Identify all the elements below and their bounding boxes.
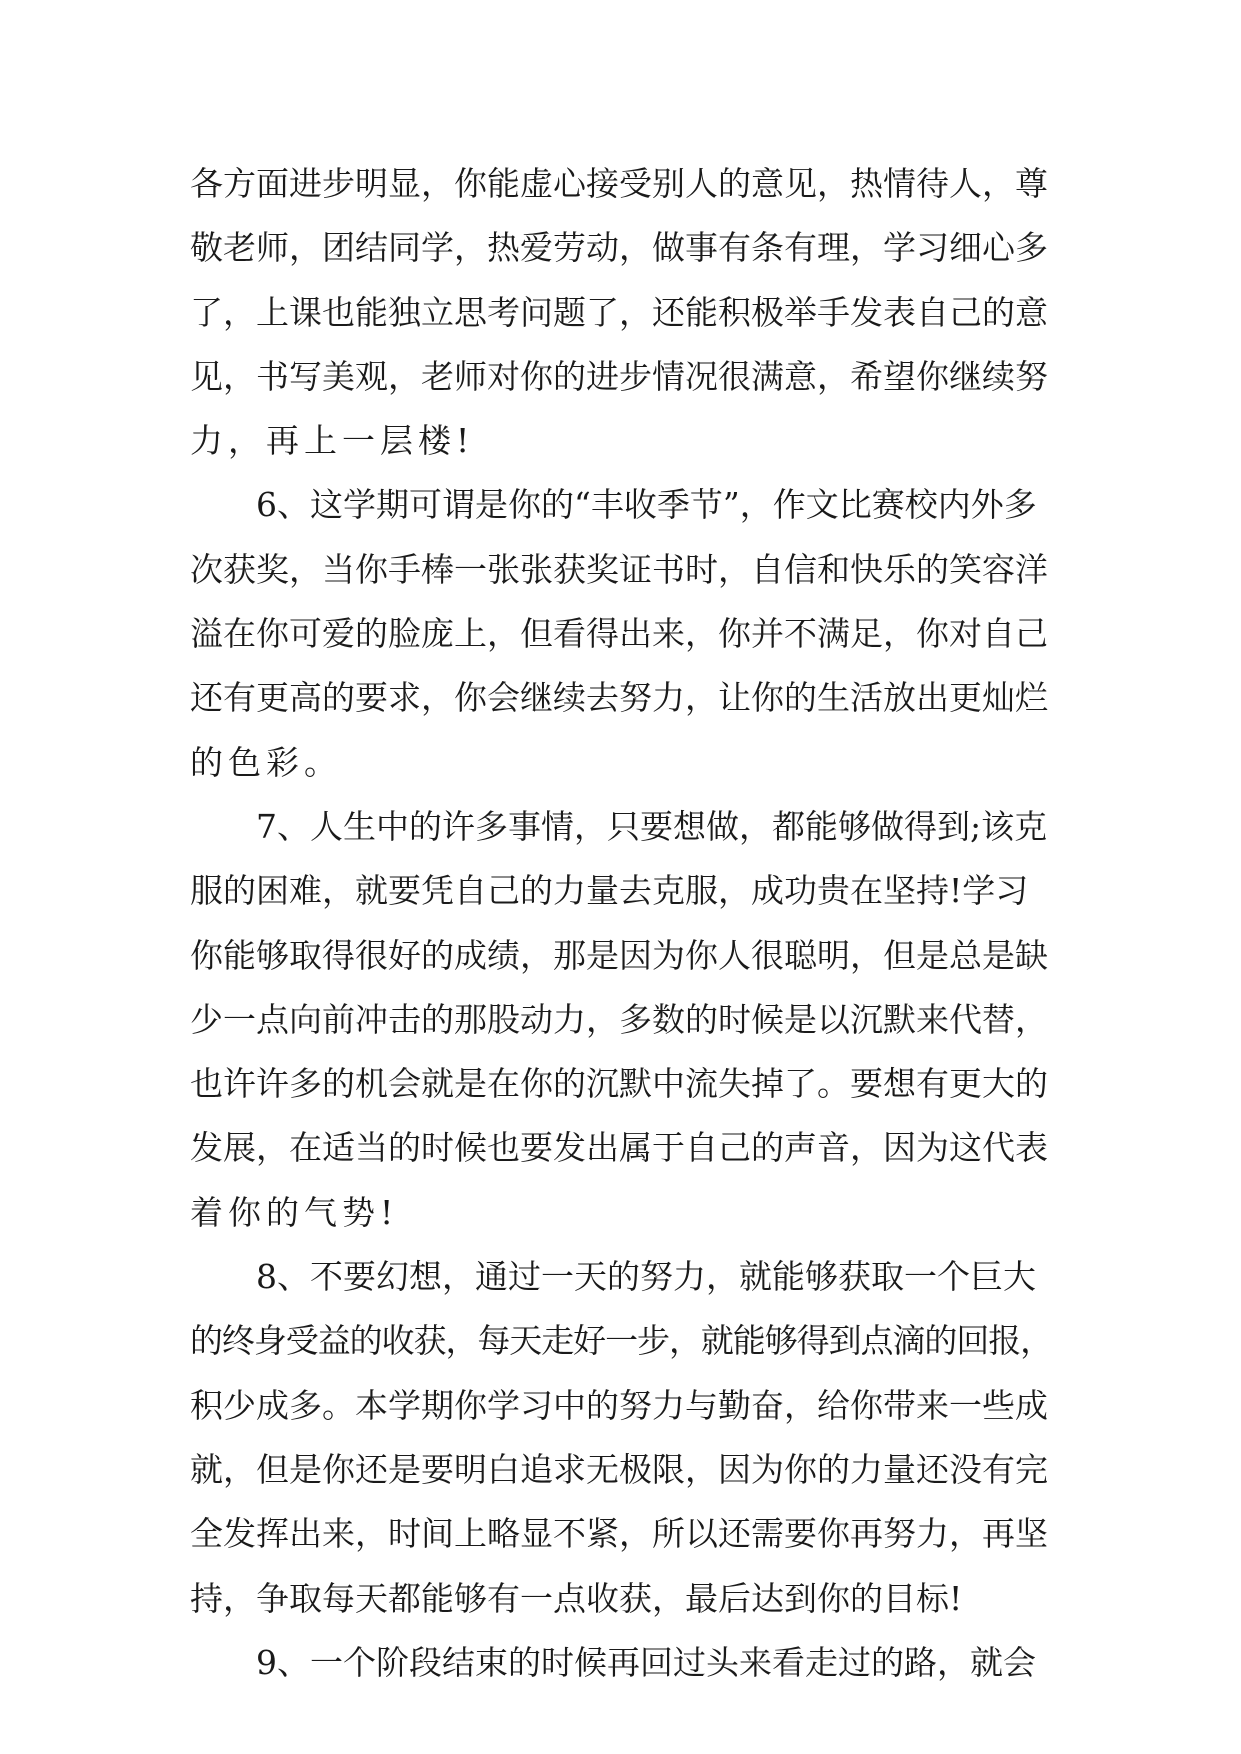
text-line: 见，书写美观，老师对你的进步情况很满意，希望你继续努	[190, 356, 1048, 396]
paragraph-start-line: 6、这学期可谓是你的“丰收季节”，作文比赛校内外多	[256, 485, 1037, 525]
text-line: 力，再上一层楼!	[190, 421, 475, 461]
document-body	[190, 152, 1052, 1695]
text-line: 的色彩。	[190, 742, 342, 782]
text-line: 服的困难，就要凭自己的力量去克服，成功贵在坚持!学习	[190, 871, 1029, 911]
text-line: 还有更高的要求，你会继续去努力，让你的生活放出更灿烂	[190, 678, 1048, 718]
paragraph-start-line: 7、人生中的许多事情，只要想做，都能够做得到;该克	[256, 806, 1048, 846]
text-line: 了，上课也能独立思考问题了，还能积极举手发表自己的意	[190, 292, 1048, 332]
text-line: 敬老师，团结同学，热爱劳动，做事有条有理，学习细心多	[190, 228, 1048, 268]
text-line: 全发挥出来，时间上略显不紧，所以还需要你再努力，再坚	[190, 1514, 1048, 1554]
text-line: 少一点向前冲击的那股动力，多数的时候是以沉默来代替，	[190, 999, 1048, 1039]
paragraph-start-line: 8、不要幻想，通过一天的努力，就能够获取一个巨大	[256, 1257, 1036, 1297]
paragraph-start-line: 9、一个阶段结束的时候再回过头来看走过的路，就会	[256, 1642, 1036, 1682]
text-line: 次获奖，当你手棒一张张获奖证书时，自信和快乐的笑容洋	[190, 549, 1048, 589]
text-line: 发展，在适当的时候也要发出属于自己的声音，因为这代表	[190, 1128, 1048, 1168]
text-line: 着你的气势!	[190, 1192, 399, 1232]
text-line: 溢在你可爱的脸庞上，但看得出来，你并不满足，你对自己	[190, 614, 1048, 654]
text-line: 积少成多。本学期你学习中的努力与勤奋，给你带来一些成	[190, 1385, 1048, 1425]
text-line: 的终身受益的收获，每天走好一步，就能够得到点滴的回报，	[190, 1321, 1053, 1361]
text-line: 各方面进步明显，你能虚心接受别人的意见，热情待人，尊	[190, 164, 1048, 203]
text-line: 持，争取每天都能够有一点收获，最后达到你的目标!	[190, 1578, 963, 1618]
text-line: 也许许多的机会就是在你的沉默中流失掉了。要想有更大的	[190, 1064, 1048, 1104]
text-line: 就，但是你还是要明白追求无极限，因为你的力量还没有完	[190, 1449, 1048, 1489]
text-line: 你能够取得很好的成绩，那是因为你人很聪明，但是总是缺	[190, 935, 1048, 975]
